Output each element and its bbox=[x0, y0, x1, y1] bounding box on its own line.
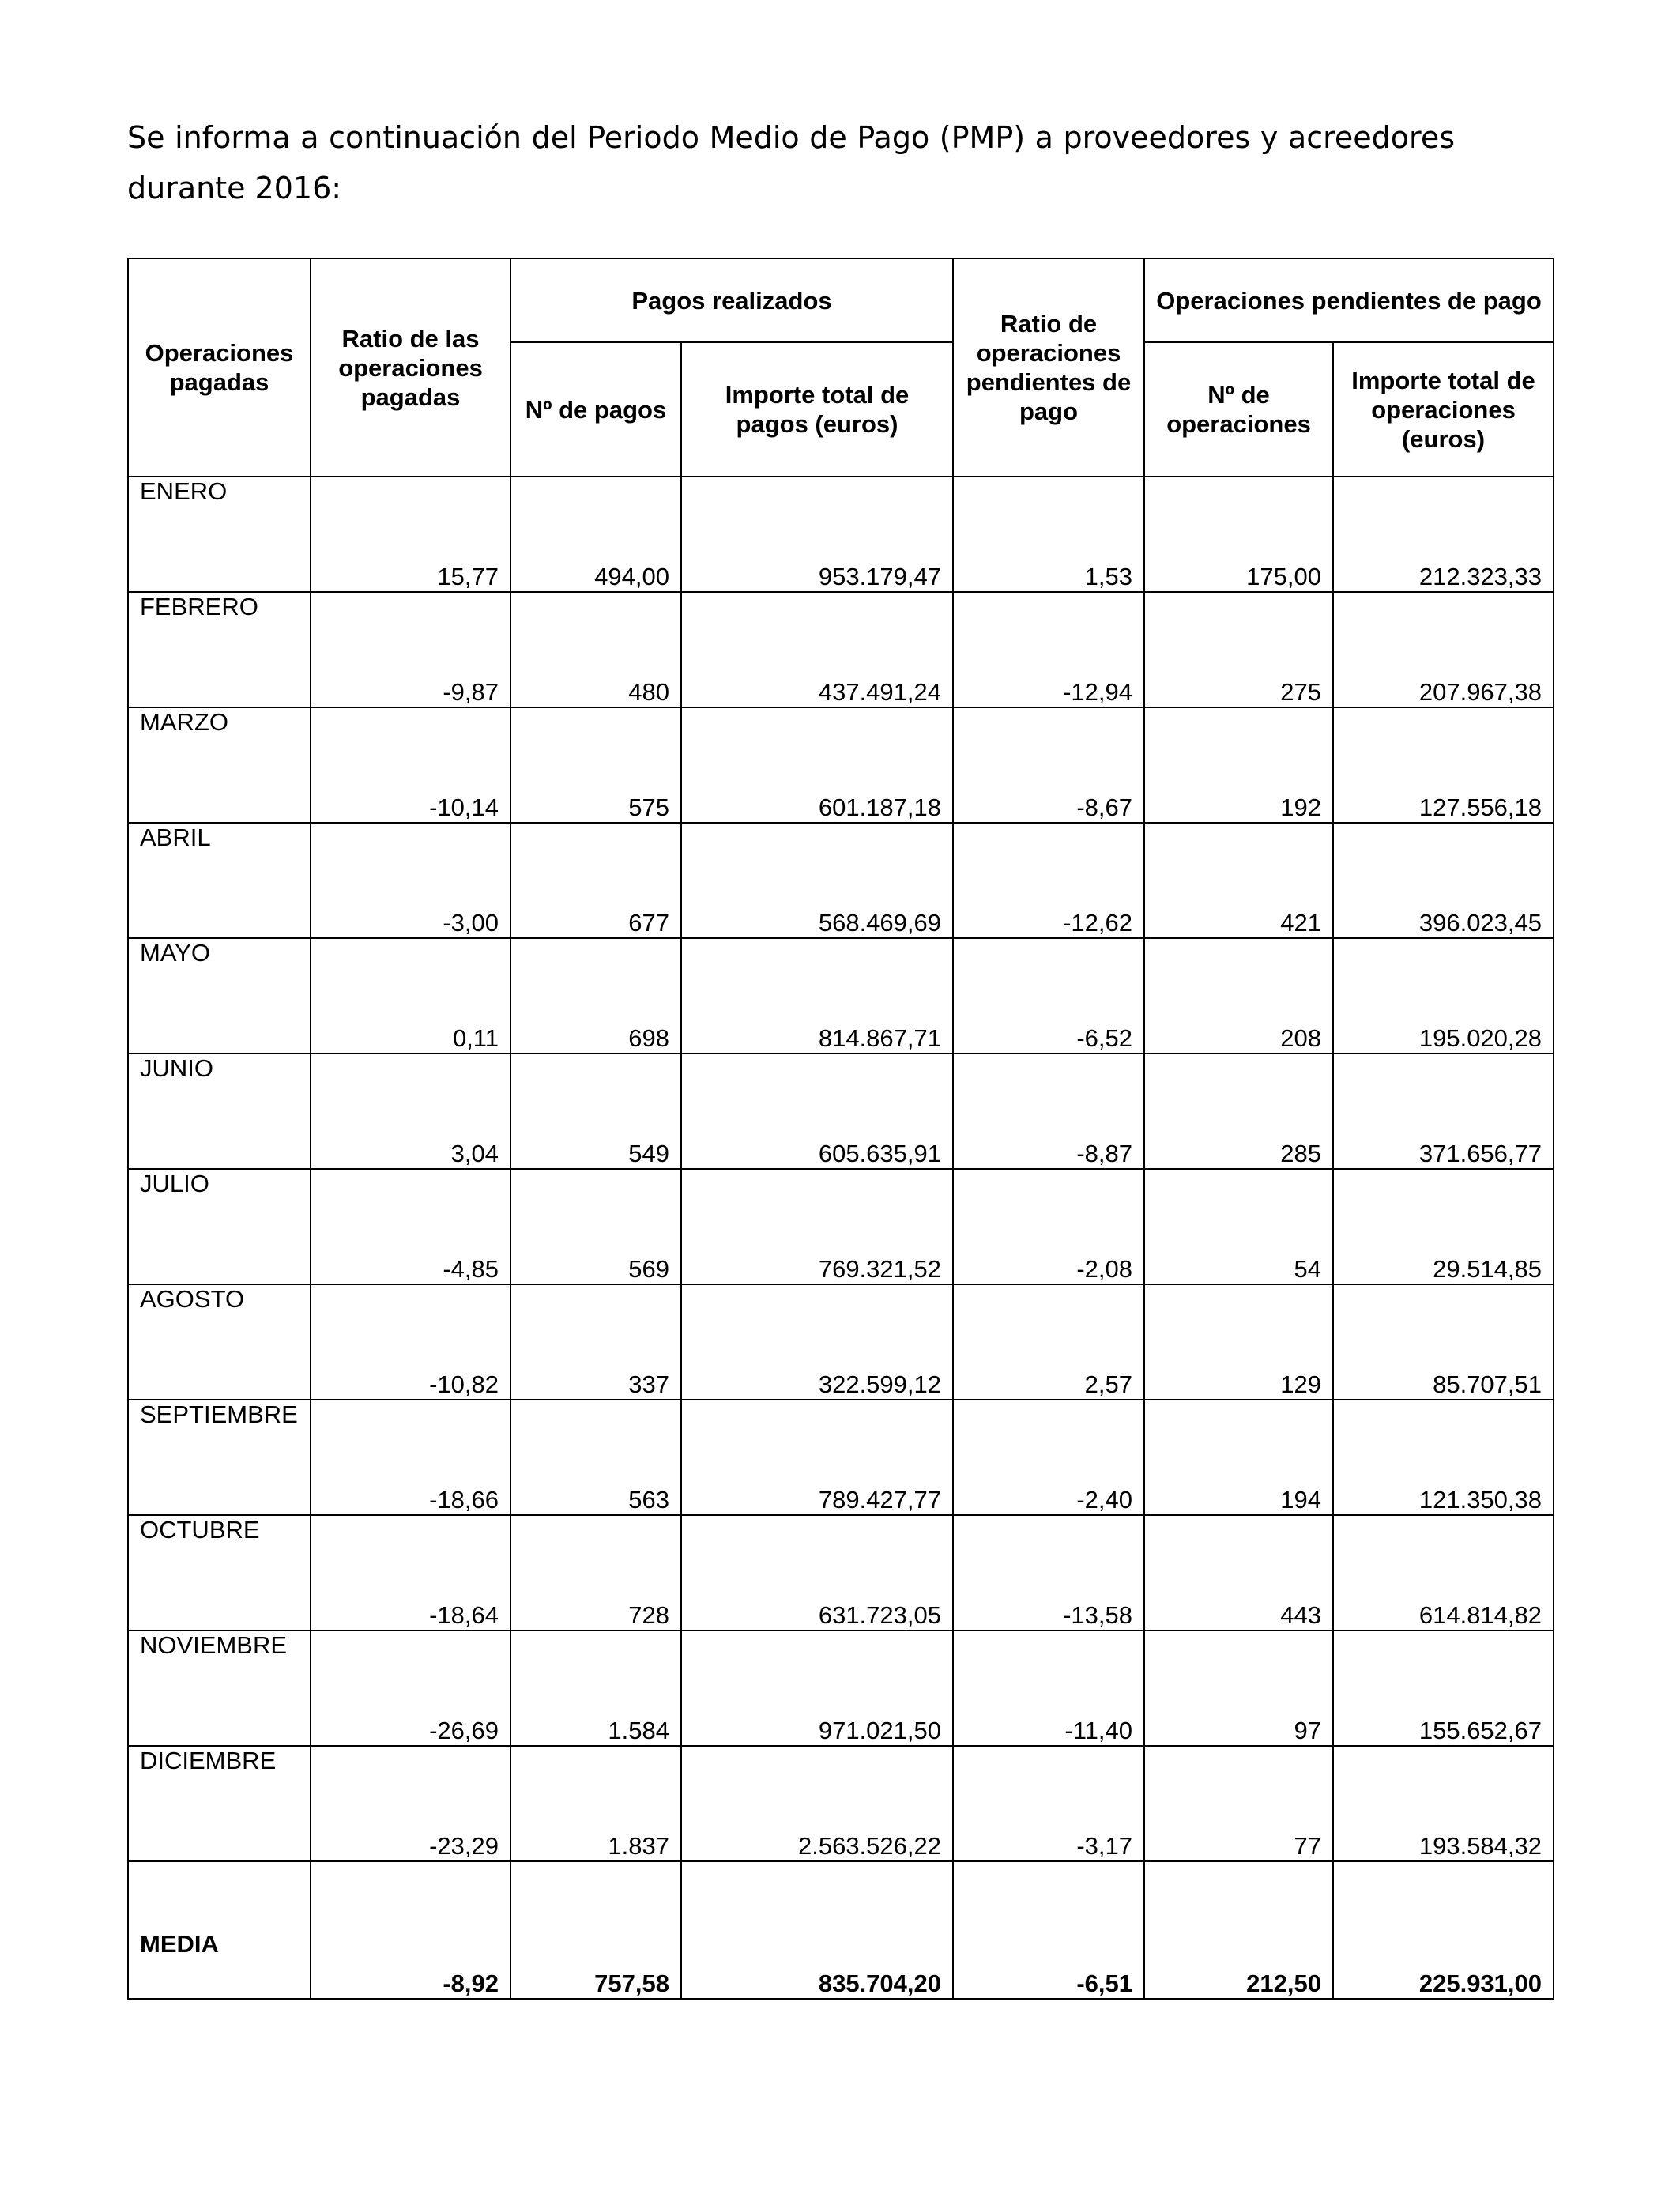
ratio-pendientes-cell: -2,40 bbox=[953, 1400, 1144, 1515]
importe-pagos-cell: 769.321,52 bbox=[681, 1169, 953, 1284]
ratio-pendientes-cell: -11,40 bbox=[953, 1630, 1144, 1746]
table-row bbox=[128, 1746, 1554, 1861]
num-operaciones-cell: 175,00 bbox=[1144, 477, 1333, 592]
num-operaciones-cell: 192 bbox=[1144, 707, 1333, 823]
num-operaciones-cell: 285 bbox=[1144, 1054, 1333, 1169]
table-row bbox=[128, 1284, 1554, 1400]
importe-pagos-cell: 605.635,91 bbox=[681, 1054, 953, 1169]
table-row bbox=[128, 707, 1554, 823]
importe-pagos-cell: 814.867,71 bbox=[681, 938, 953, 1054]
importe-pagos-cell: 322.599,12 bbox=[681, 1284, 953, 1400]
ratio-pendientes-cell: -13,58 bbox=[953, 1515, 1144, 1630]
num-operaciones-cell: 275 bbox=[1144, 592, 1333, 707]
pmp-table bbox=[127, 258, 1554, 2000]
header-operaciones-pendientes: Operaciones pendientes de pago bbox=[1144, 258, 1554, 342]
num-pagos-cell: 698 bbox=[510, 938, 681, 1054]
month-label: ABRIL bbox=[128, 823, 311, 938]
ratio-pagadas-cell: -10,82 bbox=[311, 1284, 510, 1400]
ratio-pendientes-cell: 2,57 bbox=[953, 1284, 1144, 1400]
ratio-pendientes-cell: -8,87 bbox=[953, 1054, 1144, 1169]
month-label: NOVIEMBRE bbox=[128, 1630, 311, 1746]
importe-operaciones-cell: 614.814,82 bbox=[1333, 1515, 1554, 1630]
importe-operaciones-cell: 29.514,85 bbox=[1333, 1169, 1554, 1284]
media-num-operaciones: 212,50 bbox=[1144, 1861, 1333, 1999]
num-pagos-cell: 569 bbox=[510, 1169, 681, 1284]
num-operaciones-cell: 97 bbox=[1144, 1630, 1333, 1746]
table-row bbox=[128, 1169, 1554, 1284]
header-pagos-realizados: Pagos realizados bbox=[510, 258, 953, 342]
importe-pagos-cell: 631.723,05 bbox=[681, 1515, 953, 1630]
ratio-pagadas-cell: 15,77 bbox=[311, 477, 510, 592]
media-row bbox=[128, 1861, 1554, 1999]
month-label: FEBRERO bbox=[128, 592, 311, 707]
num-operaciones-cell: 54 bbox=[1144, 1169, 1333, 1284]
num-operaciones-cell: 129 bbox=[1144, 1284, 1333, 1400]
month-label: JULIO bbox=[128, 1169, 311, 1284]
month-label: OCTUBRE bbox=[128, 1515, 311, 1630]
ratio-pagadas-cell: 0,11 bbox=[311, 938, 510, 1054]
month-label: ENERO bbox=[128, 477, 311, 592]
table-row bbox=[128, 1515, 1554, 1630]
header-num-operaciones: Nº de operaciones bbox=[1144, 342, 1333, 477]
num-operaciones-cell: 194 bbox=[1144, 1400, 1333, 1515]
month-label: DICIEMBRE bbox=[128, 1746, 311, 1861]
ratio-pagadas-cell: 3,04 bbox=[311, 1054, 510, 1169]
num-pagos-cell: 549 bbox=[510, 1054, 681, 1169]
ratio-pendientes-cell: -6,52 bbox=[953, 938, 1144, 1054]
num-pagos-cell: 575 bbox=[510, 707, 681, 823]
importe-pagos-cell: 789.427,77 bbox=[681, 1400, 953, 1515]
ratio-pendientes-cell: 1,53 bbox=[953, 477, 1144, 592]
num-operaciones-cell: 208 bbox=[1144, 938, 1333, 1054]
ratio-pendientes-cell: -12,62 bbox=[953, 823, 1144, 938]
importe-operaciones-cell: 85.707,51 bbox=[1333, 1284, 1554, 1400]
table-row bbox=[128, 592, 1554, 707]
table-row bbox=[128, 1630, 1554, 1746]
header-ratio-pagadas: Ratio de las operaciones pagadas bbox=[311, 258, 510, 477]
table-row bbox=[128, 823, 1554, 938]
header-operaciones-pagadas: Operaciones pagadas bbox=[128, 258, 311, 477]
importe-pagos-cell: 971.021,50 bbox=[681, 1630, 953, 1746]
header-importe-operaciones: Importe total de operaciones (euros) bbox=[1333, 342, 1554, 477]
ratio-pagadas-cell: -3,00 bbox=[311, 823, 510, 938]
importe-operaciones-cell: 127.556,18 bbox=[1333, 707, 1554, 823]
ratio-pagadas-cell: -9,87 bbox=[311, 592, 510, 707]
media-importe-operaciones: 225.931,00 bbox=[1333, 1861, 1554, 1999]
importe-operaciones-cell: 371.656,77 bbox=[1333, 1054, 1554, 1169]
num-operaciones-cell: 77 bbox=[1144, 1746, 1333, 1861]
importe-operaciones-cell: 396.023,45 bbox=[1333, 823, 1554, 938]
importe-pagos-cell: 601.187,18 bbox=[681, 707, 953, 823]
importe-operaciones-cell: 207.967,38 bbox=[1333, 592, 1554, 707]
table-row bbox=[128, 1400, 1554, 1515]
media-num-pagos: 757,58 bbox=[510, 1861, 681, 1999]
ratio-pagadas-cell: -26,69 bbox=[311, 1630, 510, 1746]
ratio-pendientes-cell: -8,67 bbox=[953, 707, 1144, 823]
header-row-1 bbox=[128, 258, 1554, 342]
num-operaciones-cell: 443 bbox=[1144, 1515, 1333, 1630]
month-label: MARZO bbox=[128, 707, 311, 823]
importe-pagos-cell: 437.491,24 bbox=[681, 592, 953, 707]
ratio-pagadas-cell: -18,66 bbox=[311, 1400, 510, 1515]
importe-operaciones-cell: 121.350,38 bbox=[1333, 1400, 1554, 1515]
num-pagos-cell: 1.584 bbox=[510, 1630, 681, 1746]
table-row bbox=[128, 1054, 1554, 1169]
month-label: AGOSTO bbox=[128, 1284, 311, 1400]
media-ratio-pagadas: -8,92 bbox=[311, 1861, 510, 1999]
ratio-pagadas-cell: -4,85 bbox=[311, 1169, 510, 1284]
ratio-pagadas-cell: -18,64 bbox=[311, 1515, 510, 1630]
header-num-pagos: Nº de pagos bbox=[510, 342, 681, 477]
importe-pagos-cell: 953.179,47 bbox=[681, 477, 953, 592]
header-importe-pagos: Importe total de pagos (euros) bbox=[681, 342, 953, 477]
importe-operaciones-cell: 155.652,67 bbox=[1333, 1630, 1554, 1746]
num-pagos-cell: 337 bbox=[510, 1284, 681, 1400]
num-pagos-cell: 1.837 bbox=[510, 1746, 681, 1861]
importe-pagos-cell: 568.469,69 bbox=[681, 823, 953, 938]
importe-pagos-cell: 2.563.526,22 bbox=[681, 1746, 953, 1861]
num-pagos-cell: 494,00 bbox=[510, 477, 681, 592]
importe-operaciones-cell: 193.584,32 bbox=[1333, 1746, 1554, 1861]
header-ratio-pendientes: Ratio de operaciones pendientes de pago bbox=[953, 258, 1144, 477]
importe-operaciones-cell: 195.020,28 bbox=[1333, 938, 1554, 1054]
media-importe-pagos: 835.704,20 bbox=[681, 1861, 953, 1999]
month-label: JUNIO bbox=[128, 1054, 311, 1169]
month-label: SEPTIEMBRE bbox=[128, 1400, 311, 1515]
media-label: MEDIA bbox=[128, 1861, 311, 1999]
intro-paragraph: Se informa a continuación del Periodo Medio de Pago (PMP) a proveedores y acreedores durante 2016: bbox=[127, 120, 1455, 205]
ratio-pendientes-cell: -12,94 bbox=[953, 592, 1144, 707]
media-ratio-pendientes: -6,51 bbox=[953, 1861, 1144, 1999]
month-label: MAYO bbox=[128, 938, 311, 1054]
ratio-pendientes-cell: -3,17 bbox=[953, 1746, 1144, 1861]
num-pagos-cell: 728 bbox=[510, 1515, 681, 1630]
table-row bbox=[128, 938, 1554, 1054]
table-row bbox=[128, 477, 1554, 592]
num-pagos-cell: 480 bbox=[510, 592, 681, 707]
ratio-pendientes-cell: -2,08 bbox=[953, 1169, 1144, 1284]
importe-operaciones-cell: 212.323,33 bbox=[1333, 477, 1554, 592]
ratio-pagadas-cell: -10,14 bbox=[311, 707, 510, 823]
ratio-pagadas-cell: -23,29 bbox=[311, 1746, 510, 1861]
num-pagos-cell: 563 bbox=[510, 1400, 681, 1515]
num-pagos-cell: 677 bbox=[510, 823, 681, 938]
num-operaciones-cell: 421 bbox=[1144, 823, 1333, 938]
